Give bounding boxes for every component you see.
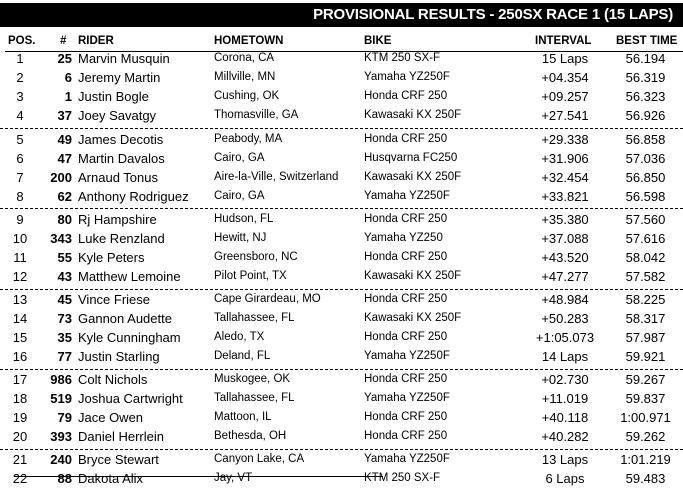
table-row [0,229,683,248]
position-cell: 21 [12,452,28,467]
hometown-cell: Millville, MN [214,71,276,83]
bike-number-cell: 6 [64,70,72,85]
position-cell: 19 [12,410,28,425]
bottom-rule [14,476,383,477]
position-cell: 11 [13,250,27,265]
position-cell: 2 [16,70,24,85]
table-row [0,267,683,286]
best-time-cell: 56.926 [625,108,666,123]
bike-model-cell: Kawasaki KX 250F [364,312,462,324]
interval-cell: +27.541 [541,108,589,123]
bike-model-cell: Yamaha YZ250F [364,190,450,202]
table-row [0,168,683,187]
bike-number-cell: 25 [57,51,72,66]
bike-model-cell: KTM 250 SX-F [364,52,441,64]
bike-model-cell: Honda CRF 250 [364,293,448,305]
bike-model-cell: Kawasaki KX 250F [364,109,462,121]
interval-cell: +33.821 [541,189,589,204]
hometown-cell: Thomasville, GA [214,109,299,121]
hometown-cell: Aledo, TX [214,331,265,343]
rider-name-cell: Joshua Cartwright [78,391,183,406]
table-row [0,68,683,87]
interval-cell: +04.354 [541,70,589,85]
interval-cell: 14 Laps [541,349,589,364]
table-row [0,106,683,125]
bike-model-cell: Husqvarna FC250 [364,152,458,164]
interval-cell: +11.019 [541,391,589,406]
bike-number-cell: 1 [64,89,72,104]
interval-cell: +29.338 [541,132,589,147]
rider-name-cell: Luke Renzland [78,231,165,246]
best-time-cell: 59.837 [625,391,666,406]
col-header-interval: INTERVAL [535,35,592,47]
group-divider [0,289,683,290]
table-row [0,469,683,488]
bike-number-cell: 62 [57,189,72,204]
best-time-cell: 59.267 [625,372,666,387]
position-cell: 1 [16,51,24,66]
hometown-cell: Corona, CA [214,52,275,64]
bike-model-cell: Yamaha YZ250F [364,392,450,404]
best-time-cell: 59.262 [625,429,666,444]
rider-name-cell: Vince Friese [78,292,151,307]
rider-name-cell: Jace Owen [78,410,144,425]
best-time-cell: 58.317 [625,311,666,326]
rider-name-cell: Anthony Rodriguez [78,189,189,204]
interval-cell: +37.088 [541,231,589,246]
rider-name-cell: Kyle Peters [78,250,145,265]
bike-model-cell: Honda CRF 250 [364,430,448,442]
rider-name-cell: Joey Savatgy [78,108,157,123]
bike-model-cell: Kawasaki KX 250F [364,171,462,183]
bike-number-cell: 88 [57,471,72,486]
best-time-cell: 56.194 [625,51,666,66]
best-time-cell: 56.598 [625,189,666,204]
table-row [0,248,683,267]
bike-number-cell: 986 [50,372,72,387]
bike-model-cell: Honda CRF 250 [364,331,448,343]
table-row [0,309,683,328]
bike-number-cell: 49 [57,132,72,147]
table-row [0,87,683,106]
table-row [0,427,683,446]
rider-name-cell: Kyle Cunningham [78,330,181,345]
position-cell: 15 [12,330,28,345]
position-cell: 18 [12,391,28,406]
best-time-cell: 59.921 [625,349,666,364]
table-row [0,187,683,206]
bike-model-cell: Kawasaki KX 250F [364,270,462,282]
bike-number-cell: 240 [50,452,72,467]
rider-name-cell: Justin Bogle [78,89,149,104]
hometown-cell: Peabody, MA [214,133,283,145]
position-cell: 8 [16,189,24,204]
interval-cell: 13 Laps [541,452,589,467]
bike-number-cell: 55 [57,250,72,265]
interval-cell: +50.283 [541,311,589,326]
bike-number-cell: 79 [57,410,72,425]
position-cell: 14 [12,311,28,326]
hometown-cell: Deland, FL [214,350,271,362]
interval-cell: +35.380 [541,212,589,227]
table-row [0,389,683,408]
table-row [0,450,683,469]
position-cell: 20 [12,429,28,444]
table-row [0,130,683,149]
bike-number-cell: 45 [57,292,72,307]
hometown-cell: Pilot Point, TX [214,270,287,282]
rider-name-cell: Martin Davalos [78,151,165,166]
best-time-cell: 1:00.971 [620,410,671,425]
col-header-num: # [60,35,67,47]
best-time-cell: 56.850 [625,170,666,185]
best-time-cell: 57.560 [625,212,666,227]
rider-name-cell: Colt Nichols [78,372,148,387]
best-time-cell: 58.225 [625,292,666,307]
rider-name-cell: Marvin Musquin [78,51,170,66]
rider-name-cell: Matthew Lemoine [78,269,181,284]
interval-cell: +48.984 [541,292,589,307]
rider-name-cell: Bryce Stewart [78,452,159,467]
bike-model-cell: Honda CRF 250 [364,251,448,263]
table-row [0,328,683,347]
best-time-cell: 57.987 [625,330,666,345]
best-time-cell: 57.582 [625,269,666,284]
bike-model-cell: Honda CRF 250 [364,411,448,423]
table-row [0,210,683,229]
best-time-cell: 1:01.219 [620,452,671,467]
hometown-cell: Canyon Lake, CA [214,453,305,465]
table-row [0,49,683,68]
group-divider [0,128,683,129]
group-divider [0,369,683,370]
best-time-cell: 57.616 [625,231,666,246]
bike-model-cell: Honda CRF 250 [364,213,448,225]
interval-cell: +31.906 [541,151,589,166]
title-bar [0,3,683,27]
table-row [0,149,683,168]
best-time-cell: 56.319 [625,70,666,85]
hometown-cell: Hudson, FL [214,213,274,225]
position-cell: 13 [12,292,28,307]
rider-name-cell: Arnaud Tonus [78,170,158,185]
page-title: PROVISIONAL RESULTS - 250SX RACE 1 (15 LAPS) [313,6,673,23]
col-header-pos: POS. [8,35,36,47]
bike-number-cell: 37 [57,108,72,123]
hometown-cell: Cape Girardeau, MO [214,293,321,305]
hometown-cell: Aire-la-Ville, Switzerland [214,171,339,183]
rider-name-cell: James Decotis [78,132,164,147]
position-cell: 6 [16,151,24,166]
hometown-cell: Greensboro, NC [214,251,298,263]
position-cell: 22 [12,471,28,486]
col-header-bike: BIKE [364,35,392,47]
bike-model-cell: Yamaha YZ250F [364,350,450,362]
bike-number-cell: 73 [57,311,72,326]
hometown-cell: Jay, VT [214,472,253,484]
hometown-cell: Mattoon, IL [214,411,272,423]
interval-cell: +47.277 [541,269,589,284]
bike-model-cell: Yamaha YZ250 [364,232,443,244]
hometown-cell: Hewitt, NJ [214,232,267,244]
position-cell: 12 [12,269,28,284]
bike-model-cell: Honda CRF 250 [364,90,448,102]
col-header-best-time: BEST TIME [616,35,678,47]
interval-cell: +02.730 [541,372,589,387]
best-time-cell: 58.042 [625,250,666,265]
hometown-cell: Tallahassee, FL [214,392,295,404]
rider-name-cell: Rj Hampshire [78,212,157,227]
group-divider [0,208,683,209]
col-header-rider: RIDER [78,35,114,47]
table-row [0,408,683,427]
interval-cell: +40.118 [541,410,589,425]
best-time-cell: 56.858 [625,132,666,147]
position-cell: 5 [16,132,24,147]
rider-name-cell: Daniel Herrlein [78,429,164,444]
rider-name-cell: Justin Starling [78,349,160,364]
best-time-cell: 59.483 [625,471,666,486]
interval-cell: 15 Laps [541,51,589,66]
position-cell: 10 [12,231,28,246]
bike-number-cell: 519 [50,391,72,406]
interval-cell: +43.520 [541,250,589,265]
position-cell: 17 [12,372,28,387]
bike-number-cell: 343 [50,231,72,246]
interval-cell: +09.257 [541,89,589,104]
position-cell: 16 [12,349,28,364]
rider-name-cell: Jeremy Martin [78,70,161,85]
bike-model-cell: KTM 250 SX-F [364,472,441,484]
bike-number-cell: 35 [57,330,72,345]
bike-model-cell: Yamaha YZ250F [364,71,450,83]
bike-model-cell: Yamaha YZ250F [364,453,450,465]
table-row [0,290,683,309]
position-cell: 4 [16,108,24,123]
bike-model-cell: Honda CRF 250 [364,133,448,145]
bike-number-cell: 47 [57,151,72,166]
position-cell: 3 [16,89,24,104]
interval-cell: +1:05.073 [535,330,595,345]
position-cell: 7 [16,170,24,185]
bike-number-cell: 200 [50,170,72,185]
hometown-cell: Tallahassee, FL [214,312,295,324]
hometown-cell: Cushing, OK [214,90,280,102]
interval-cell: 6 Laps [545,471,585,486]
rider-name-cell: Gannon Audette [78,311,172,326]
interval-cell: +40.282 [541,429,589,444]
bike-number-cell: 43 [57,269,72,284]
bike-number-cell: 80 [57,212,72,227]
hometown-cell: Cairo, GA [214,152,265,164]
bike-number-cell: 393 [50,429,72,444]
bike-model-cell: Honda CRF 250 [364,373,448,385]
col-header-hometown: HOMETOWN [214,35,284,47]
bike-number-cell: 77 [57,349,72,364]
hometown-cell: Muskogee, OK [214,373,291,385]
hometown-cell: Cairo, GA [214,190,265,202]
interval-cell: +32.454 [541,170,589,185]
best-time-cell: 56.323 [625,89,666,104]
table-row [0,347,683,366]
position-cell: 9 [16,212,24,227]
table-row [0,370,683,389]
group-divider [0,449,683,450]
best-time-cell: 57.036 [625,151,666,166]
hometown-cell: Bethesda, OH [214,430,287,442]
rider-name-cell: Dakota Alix [78,471,144,486]
